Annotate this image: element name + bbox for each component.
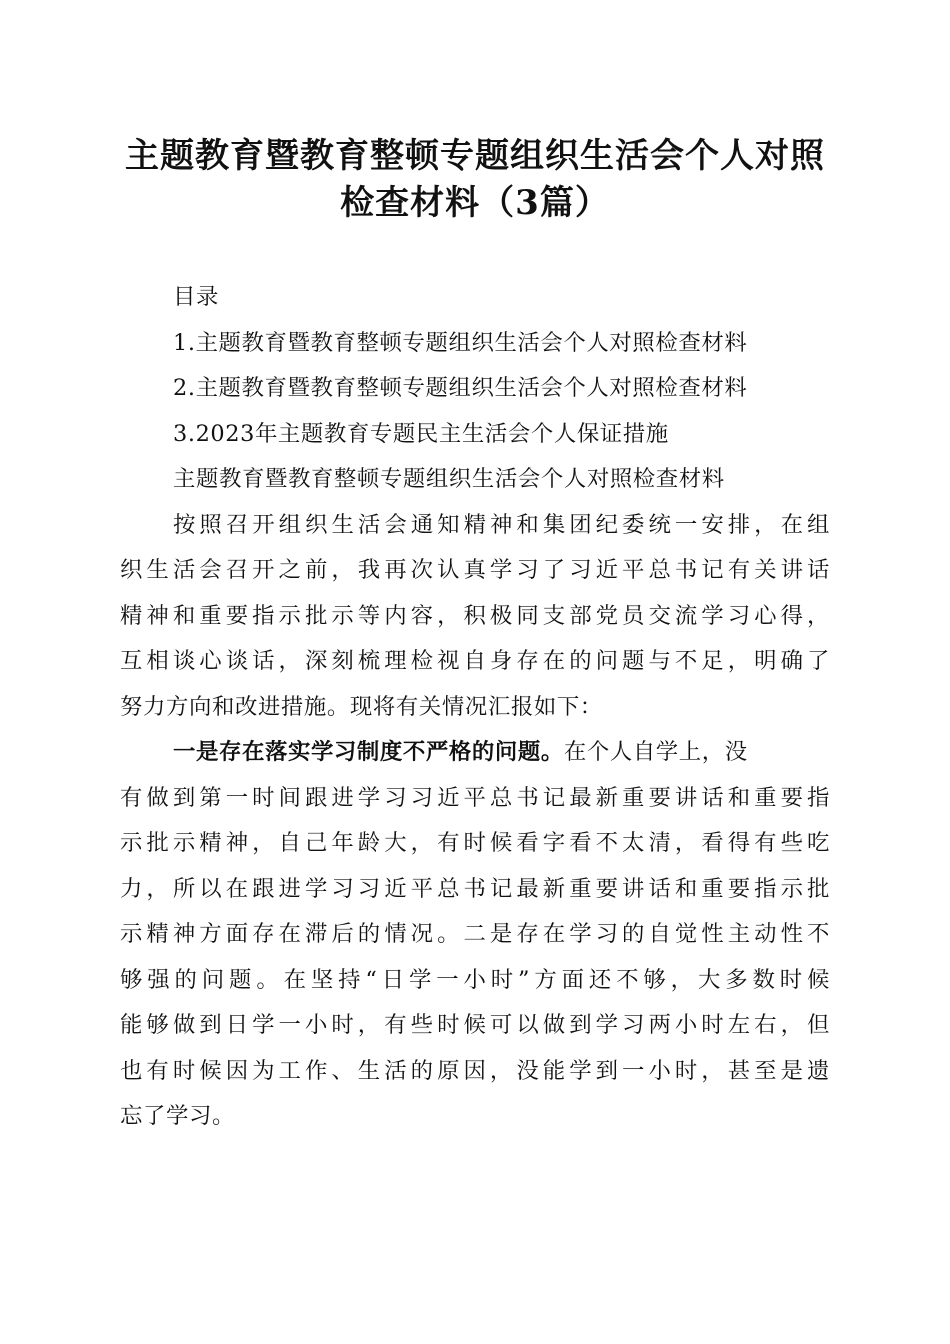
problem-line-2: 示批示精神，自己年龄大，有时候看字看不太清，看得有些吃: [120, 830, 830, 856]
problem-line-1: 有做到第一时间跟进学习习近平总书记最新重要讲话和重要指: [120, 784, 830, 811]
document-body: [120, 275, 830, 1140]
intro-line-3: 精神和重要指示批示等内容，积极同支部党员交流学习心得，: [120, 602, 830, 629]
title-line-2: 检查材料（3篇）: [340, 183, 610, 223]
document-title: [100, 133, 850, 227]
toc-item-2: 2.主题教育暨教育整顿专题组织生活会个人对照检查材料: [173, 375, 748, 401]
title-line-1: 主题教育暨教育整顿专题组织生活会个人对照: [125, 136, 825, 176]
problem-line-5: 够强的问题。在坚持“日学一小时”方面还不够，大多数时候: [120, 966, 830, 993]
toc-item-3: 3.2023年主题教育专题民主生活会个人保证措施: [173, 420, 669, 447]
intro-line-1: 按照召开组织生活会通知精神和集团纪委统一安排，在组: [173, 511, 830, 538]
problem-first-line: [120, 730, 830, 776]
intro-line-4: 互相谈心谈话，深刻梳理检视自身存在的问题与不足，明确了: [120, 648, 830, 674]
toc-item-1: 1.主题教育暨教育整顿专题组织生活会个人对照检查材料: [173, 329, 748, 356]
problem-line-8: 忘了学习。: [120, 1103, 235, 1129]
problem-first-line-rest: 在个人自学上，没: [563, 739, 748, 765]
intro-line-2: 织生活会召开之前，我再次认真学习了习近平总书记有关讲话: [120, 557, 830, 583]
problem-heading: 一是存在落实学习制度不严格的问题。: [173, 739, 564, 765]
section-title: 主题教育暨教育整顿专题组织生活会个人对照检查材料: [173, 466, 725, 492]
problem-line-3: 力，所以在跟进学习习近平总书记最新重要讲话和重要指示批: [120, 875, 830, 902]
problem-line-6: 能够做到日学一小时，有些时候可以做到学习两小时左右，但: [120, 1012, 830, 1038]
toc-heading: 目录: [173, 284, 219, 310]
intro-line-5: 努力方向和改进措施。现将有关情况汇报如下：: [120, 693, 603, 720]
problem-line-4: 示精神方面存在滞后的情况。二是存在学习的自觉性主动性不: [120, 921, 830, 947]
problem-line-7: 也有时候因为工作、生活的原因，没能学到一小时，甚至是遗: [120, 1057, 830, 1084]
